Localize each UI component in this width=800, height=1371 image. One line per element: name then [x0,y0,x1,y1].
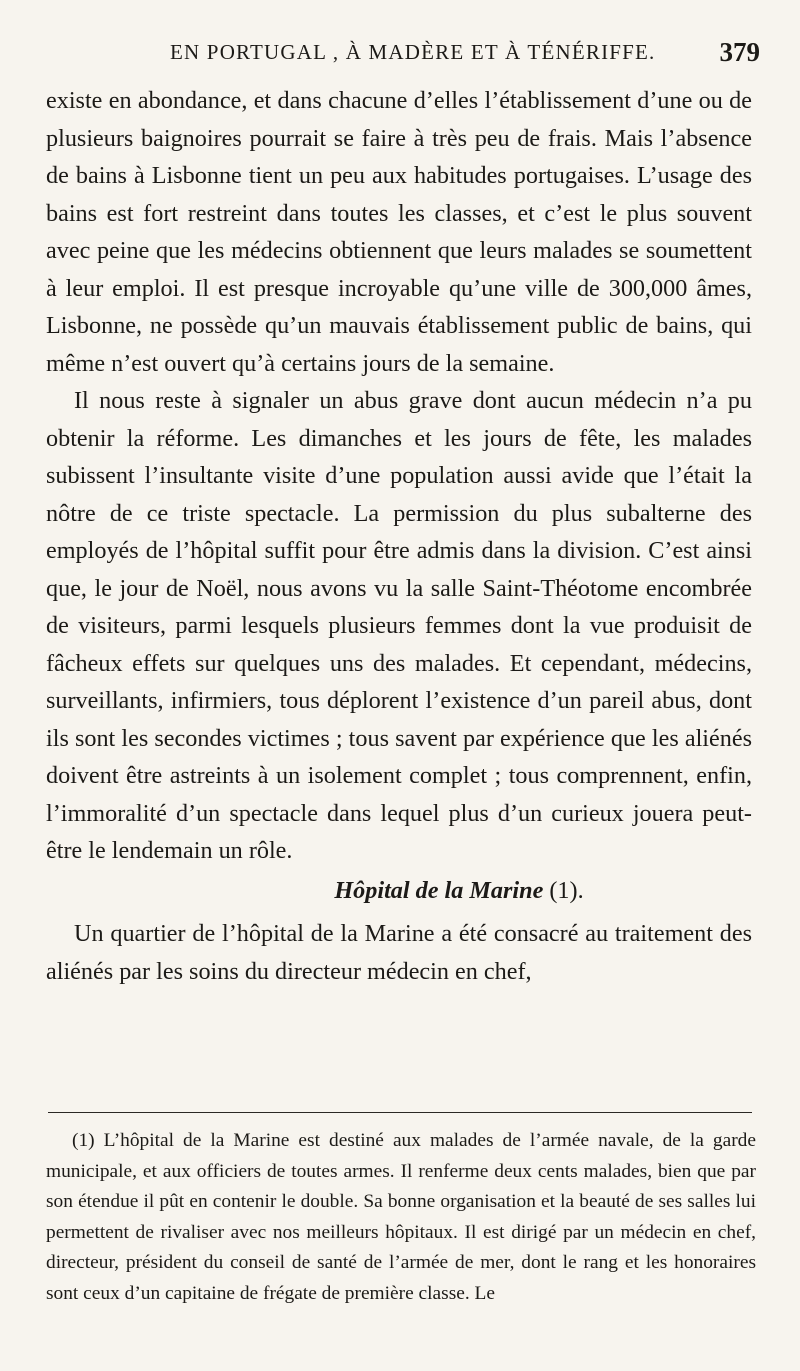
running-header [46,30,760,74]
footnote-text: (1) L’hôpital de la Marine est destiné aux malades de l’armée navale, de la garde municipale, et aux officiers de toutes armes. Il renferme deux cents malades, bien que par son étendue il pût en contenir le double. Sa bonne organisation et la beauté de ses salles lui permettent de rivaliser avec nos meilleurs hôpitaux. Il est dirigé par un médecin en chef, directeur, président du conseil de santé de l’armée de mer, dont le rang et les honoraires sont ceux d’un capitaine de frégate de première classe. Le [46,1130,756,1304]
section-heading-title: Hôpital de la Marine [334,876,544,904]
page-number: 379 [719,36,760,67]
footnote-reference: (1). [549,876,584,904]
running-title: EN PORTUGAL , À MADÈRE ET À TÉNÉRIFFE. [169,39,656,64]
paragraph-abus: Il nous reste à signaler un abus grave dont aucun médecin n’a pu obtenir la réforme. Les dimanches et les jours de fête, les malades subissent l’insultante visite d’une population aussi avide que l’était la nôtre de ce triste spectacle. La permission du plus subalterne des employés de l’hôpital suffit pour être admis dans la division. C’est ainsi que, le jour de Noël, nous avons vu la salle Saint-Théotome encombrée de visiteurs, parmi lesquels plusieurs femmes dont la vue produisit de fâcheux effets sur quelques uns des malades. Et cependant, médecins, surveillants, infirmiers, tous déplorent l’existence d’un pareil abus, dont ils sont les secondes victimes ; tous savent par expérience que les aliénés doivent être astreints à un isolement complet ; tous comprennent, enfin, l’immoralité d’un spectacle dans lequel plus d’un curieux jouera peut-être le lendemain un rôle. [46,387,752,864]
paragraph-continued: existe en abondance, et dans chacune d’elles l’établissement d’une ou de plusieurs baignoires pourrait se faire à très peu de frais. Mais l’absence de bains à Lisbonne tient un peu aux habitudes portugaises. L’usage des bains est fort restreint dans toutes les classes, et c’est le plus souvent avec peine que les médecins obtiennent que leurs malades se soumettent à leur emploi. Il est presque incroyable qu’une ville de 300,000 âmes, Lisbonne, ne possède qu’un mauvais établissement public de bains, qui même n’est ouvert qu’à certains jours de la semaine. [46,87,752,377]
footnote [46,1126,756,1309]
section-heading [46,872,752,910]
main-text [46,82,752,990]
paragraph-marine: Un quartier de l’hôpital de la Marine a été consacré au traitement des aliénés par les soins du directeur médecin en chef, [46,920,752,985]
footnote-divider [48,1112,752,1113]
